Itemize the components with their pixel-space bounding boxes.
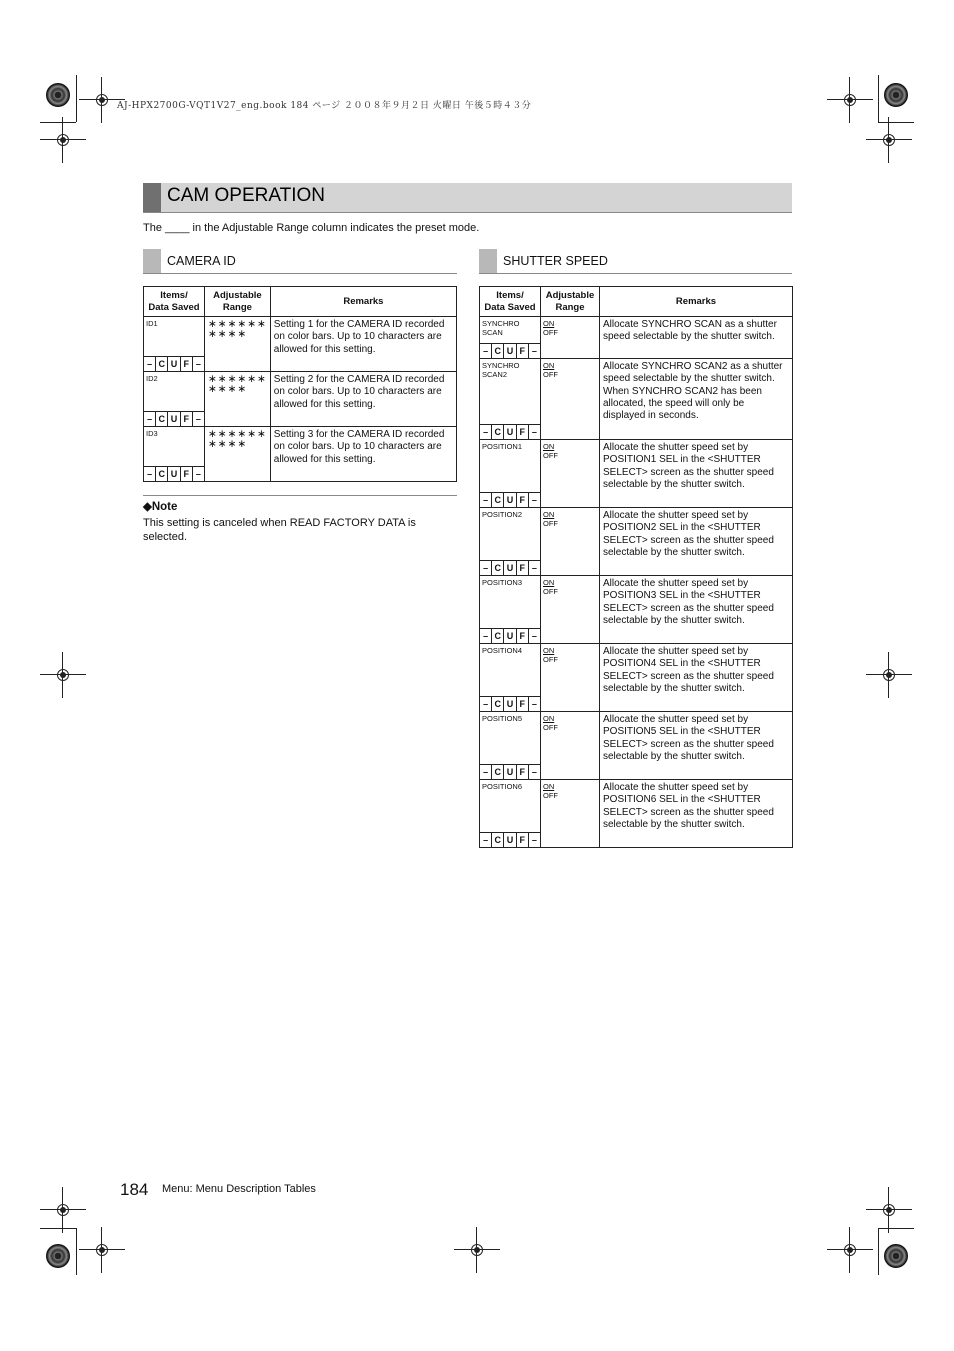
data-saved-flag: C bbox=[492, 629, 504, 643]
data-saved-flags bbox=[480, 560, 540, 575]
table-row bbox=[480, 644, 793, 712]
header-remarks: Remarks bbox=[600, 287, 793, 317]
note-text: This setting is canceled when READ FACTORY DATA is selected. bbox=[143, 517, 416, 543]
data-saved-flag: F bbox=[517, 697, 529, 711]
table-row bbox=[144, 372, 457, 427]
crop-line bbox=[878, 122, 914, 123]
data-saved-flag: – bbox=[144, 357, 156, 371]
table-row bbox=[480, 712, 793, 780]
data-saved-flag: U bbox=[168, 412, 180, 426]
data-saved-flag: C bbox=[492, 765, 504, 779]
page-number: 184 bbox=[120, 1180, 149, 1199]
crop-line bbox=[76, 75, 77, 122]
table-row bbox=[480, 440, 793, 508]
data-saved-flag: U bbox=[168, 467, 180, 481]
item-cell bbox=[480, 440, 541, 508]
remarks-cell: Allocate the shutter speed set by POSITION3 SEL in the <SHUTTER SELECT> screen as the shutter speed selectable by the shutter switch. bbox=[600, 576, 793, 644]
crosshair-icon bbox=[880, 1201, 898, 1219]
table-row bbox=[480, 508, 793, 576]
data-saved-flag: C bbox=[492, 561, 504, 575]
shutter-speed-heading-text: SHUTTER SPEED bbox=[503, 254, 608, 268]
range-option-off: OFF bbox=[543, 451, 558, 460]
range-option-off: OFF bbox=[543, 519, 558, 528]
data-saved-flag: F bbox=[517, 561, 529, 575]
item-name: ID3 bbox=[146, 429, 158, 438]
data-saved-flags bbox=[480, 492, 540, 507]
item-cell bbox=[144, 317, 205, 372]
range-option-on: ON bbox=[543, 782, 555, 791]
crosshair-icon bbox=[841, 91, 859, 109]
crop-line bbox=[878, 1228, 879, 1275]
data-saved-flags bbox=[480, 628, 540, 643]
data-saved-flag: – bbox=[480, 833, 492, 847]
range-option-off: OFF bbox=[543, 587, 558, 596]
remarks-cell: Allocate SYNCHRO SCAN as a shutter speed selectable by the shutter switch. bbox=[600, 317, 793, 359]
item-cell bbox=[480, 712, 541, 780]
item-cell bbox=[480, 359, 541, 440]
heading-tab bbox=[479, 249, 497, 273]
crosshair-icon bbox=[54, 1201, 72, 1219]
table-row bbox=[480, 576, 793, 644]
data-saved-flag: – bbox=[531, 346, 537, 356]
camera-id-heading-text: CAMERA ID bbox=[167, 254, 236, 268]
data-saved-flags bbox=[480, 424, 540, 439]
item-cell bbox=[480, 576, 541, 644]
item-name: POSITION5 bbox=[482, 714, 523, 723]
data-saved-flags bbox=[480, 764, 540, 779]
data-saved-flag: – bbox=[480, 629, 492, 643]
remarks-cell: Allocate SYNCHRO SCAN2 as a shutter speed selectable by the shutter switch. When SYNCHRO SCAN2 has been allocated, the speed will only be displayed in seconds. bbox=[600, 359, 793, 440]
range-option-on: ON bbox=[543, 578, 555, 587]
crop-line bbox=[878, 75, 879, 122]
data-saved-flag: C bbox=[156, 412, 168, 426]
data-saved-flag: – bbox=[531, 699, 537, 709]
data-saved-flag: C bbox=[492, 833, 504, 847]
crop-line bbox=[40, 122, 76, 123]
data-saved-flag: U bbox=[504, 629, 516, 643]
data-saved-flags bbox=[480, 343, 540, 358]
range-option-on: ON bbox=[543, 319, 555, 328]
data-saved-flag: – bbox=[480, 425, 492, 439]
adjustable-range bbox=[541, 317, 600, 359]
data-saved-flag: – bbox=[531, 835, 537, 845]
item-cell bbox=[480, 508, 541, 576]
adjustable-range bbox=[541, 576, 600, 644]
footer-text: Menu: Menu Description Tables bbox=[162, 1183, 316, 1195]
data-saved-flag: C bbox=[492, 425, 504, 439]
registration-dial-icon bbox=[884, 1244, 908, 1268]
data-saved-flag: U bbox=[504, 833, 516, 847]
range-option-off: OFF bbox=[543, 655, 558, 664]
adjustable-range bbox=[541, 440, 600, 508]
camera-id-table bbox=[143, 286, 457, 482]
data-saved-flag: – bbox=[195, 469, 201, 479]
data-saved-flag: – bbox=[531, 563, 537, 573]
data-saved-flag: – bbox=[195, 414, 201, 424]
item-name: POSITION1 bbox=[482, 442, 523, 451]
data-saved-flag: F bbox=[517, 629, 529, 643]
data-saved-flag: F bbox=[181, 357, 193, 371]
table-row bbox=[480, 780, 793, 848]
section-title: CAM OPERATION bbox=[167, 185, 325, 206]
remarks-cell: Allocate the shutter speed set by POSITION2 SEL in the <SHUTTER SELECT> screen as the shutter speed selectable by the shutter switch. bbox=[600, 508, 793, 576]
adjustable-range: ∗∗∗∗∗∗ ∗∗∗∗ bbox=[205, 427, 271, 482]
data-saved-flag: – bbox=[531, 427, 537, 437]
crosshair-icon bbox=[880, 666, 898, 684]
data-saved-flag: C bbox=[492, 493, 504, 507]
crop-line bbox=[40, 1228, 76, 1229]
data-saved-flag: – bbox=[480, 561, 492, 575]
heading-tab bbox=[143, 249, 161, 273]
data-saved-flag: C bbox=[492, 697, 504, 711]
item-name: POSITION6 bbox=[482, 782, 523, 791]
range-option-on: ON bbox=[543, 510, 555, 519]
data-saved-flag: – bbox=[531, 767, 537, 777]
shutter-speed-heading bbox=[479, 249, 792, 274]
section-title-bar bbox=[143, 183, 792, 213]
remarks-cell: Setting 3 for the CAMERA ID recorded on color bars. Up to 10 characters are allowed for this setting. bbox=[270, 427, 456, 482]
range-option-off: OFF bbox=[543, 370, 558, 379]
data-saved-flag: – bbox=[480, 697, 492, 711]
table-row bbox=[144, 317, 457, 372]
adjustable-range bbox=[541, 644, 600, 712]
remarks-cell: Setting 1 for the CAMERA ID recorded on color bars. Up to 10 characters are allowed for this setting. bbox=[270, 317, 456, 372]
data-saved-flag: F bbox=[517, 493, 529, 507]
crosshair-icon bbox=[841, 1241, 859, 1259]
data-saved-flags bbox=[144, 466, 204, 481]
item-cell bbox=[480, 644, 541, 712]
data-saved-flag: U bbox=[504, 561, 516, 575]
data-saved-flag: – bbox=[480, 493, 492, 507]
data-saved-flag: – bbox=[480, 344, 492, 358]
registration-dial-icon bbox=[46, 83, 70, 107]
data-saved-flag: F bbox=[517, 425, 529, 439]
range-option-on: ON bbox=[543, 361, 555, 370]
header-range: Adjustable Range bbox=[541, 287, 600, 317]
table-row bbox=[480, 359, 793, 440]
table-header-row bbox=[144, 287, 457, 317]
data-saved-flag: C bbox=[492, 344, 504, 358]
item-cell bbox=[144, 372, 205, 427]
crop-line bbox=[878, 1228, 914, 1229]
remarks-cell: Allocate the shutter speed set by POSITION5 SEL in the <SHUTTER SELECT> screen as the shutter speed selectable by the shutter switch. bbox=[600, 712, 793, 780]
header-range: Adjustable Range bbox=[205, 287, 271, 317]
range-option-off: OFF bbox=[543, 723, 558, 732]
crosshair-icon bbox=[468, 1241, 486, 1259]
crosshair-icon bbox=[880, 131, 898, 149]
data-saved-flags bbox=[144, 411, 204, 426]
adjustable-range bbox=[541, 780, 600, 848]
data-saved-flag: U bbox=[504, 344, 516, 358]
data-saved-flag: – bbox=[144, 467, 156, 481]
header-remarks: Remarks bbox=[270, 287, 456, 317]
range-option-on: ON bbox=[543, 714, 555, 723]
item-name: SYNCHRO SCAN bbox=[482, 319, 520, 337]
range-option-on: ON bbox=[543, 442, 555, 451]
item-name: POSITION2 bbox=[482, 510, 523, 519]
data-saved-flag: C bbox=[156, 467, 168, 481]
data-saved-flags bbox=[144, 356, 204, 371]
print-header: AJ-HPX2700G-VQT1V27_eng.book 184 ページ ２００８年９月２日 火曜日 午後５時４３分 bbox=[117, 101, 532, 111]
header-items: Items/ Data Saved bbox=[480, 287, 541, 317]
item-cell bbox=[480, 780, 541, 848]
data-saved-flag: F bbox=[517, 765, 529, 779]
intro-text: The ____ in the Adjustable Range column indicates the preset mode. bbox=[143, 222, 480, 234]
adjustable-range bbox=[541, 359, 600, 440]
data-saved-flag: – bbox=[195, 359, 201, 369]
data-saved-flag: U bbox=[504, 425, 516, 439]
range-option-off: OFF bbox=[543, 328, 558, 337]
item-cell bbox=[144, 427, 205, 482]
item-cell bbox=[480, 317, 541, 359]
data-saved-flag: F bbox=[181, 467, 193, 481]
data-saved-flag: – bbox=[144, 412, 156, 426]
adjustable-range bbox=[541, 712, 600, 780]
item-name: ID2 bbox=[146, 374, 158, 383]
adjustable-range bbox=[541, 508, 600, 576]
item-name: SYNCHRO SCAN2 bbox=[482, 361, 520, 379]
remarks-cell: Setting 2 for the CAMERA ID recorded on color bars. Up to 10 characters are allowed for this setting. bbox=[270, 372, 456, 427]
note-heading: ◆Note bbox=[143, 501, 178, 513]
item-name: ID1 bbox=[146, 319, 158, 328]
title-tab bbox=[143, 183, 161, 212]
data-saved-flag: U bbox=[504, 697, 516, 711]
camera-id-heading bbox=[143, 249, 457, 274]
data-saved-flag: F bbox=[517, 344, 529, 358]
registration-dial-icon bbox=[884, 83, 908, 107]
data-saved-flags bbox=[480, 696, 540, 711]
header-items: Items/ Data Saved bbox=[144, 287, 205, 317]
table-header-row bbox=[480, 287, 793, 317]
registration-dial-icon bbox=[46, 1244, 70, 1268]
remarks-cell: Allocate the shutter speed set by POSITION4 SEL in the <SHUTTER SELECT> screen as the shutter speed selectable by the shutter switch. bbox=[600, 644, 793, 712]
crosshair-icon bbox=[54, 131, 72, 149]
data-saved-flag: U bbox=[504, 765, 516, 779]
range-option-off: OFF bbox=[543, 791, 558, 800]
crosshair-icon bbox=[54, 666, 72, 684]
item-name: POSITION4 bbox=[482, 646, 523, 655]
data-saved-flag: F bbox=[181, 412, 193, 426]
data-saved-flag: – bbox=[531, 495, 537, 505]
table-row bbox=[480, 317, 793, 359]
remarks-cell: Allocate the shutter speed set by POSITION1 SEL in the <SHUTTER SELECT> screen as the shutter speed selectable by the shutter switch. bbox=[600, 440, 793, 508]
data-saved-flags bbox=[480, 832, 540, 847]
item-name: POSITION3 bbox=[482, 578, 523, 587]
data-saved-flag: – bbox=[480, 765, 492, 779]
shutter-speed-table bbox=[479, 286, 793, 848]
remarks-cell: Allocate the shutter speed set by POSITION6 SEL in the <SHUTTER SELECT> screen as the shutter speed selectable by the shutter switch. bbox=[600, 780, 793, 848]
table-row bbox=[144, 427, 457, 482]
crosshair-icon bbox=[93, 1241, 111, 1259]
crosshair-icon bbox=[93, 91, 111, 109]
note-divider bbox=[143, 495, 457, 496]
adjustable-range: ∗∗∗∗∗∗ ∗∗∗∗ bbox=[205, 317, 271, 372]
range-option-on: ON bbox=[543, 646, 555, 655]
adjustable-range: ∗∗∗∗∗∗ ∗∗∗∗ bbox=[205, 372, 271, 427]
data-saved-flag: U bbox=[504, 493, 516, 507]
data-saved-flag: U bbox=[168, 357, 180, 371]
data-saved-flag: – bbox=[531, 631, 537, 641]
data-saved-flag: F bbox=[517, 833, 529, 847]
crop-line bbox=[76, 1228, 77, 1275]
data-saved-flag: C bbox=[156, 357, 168, 371]
